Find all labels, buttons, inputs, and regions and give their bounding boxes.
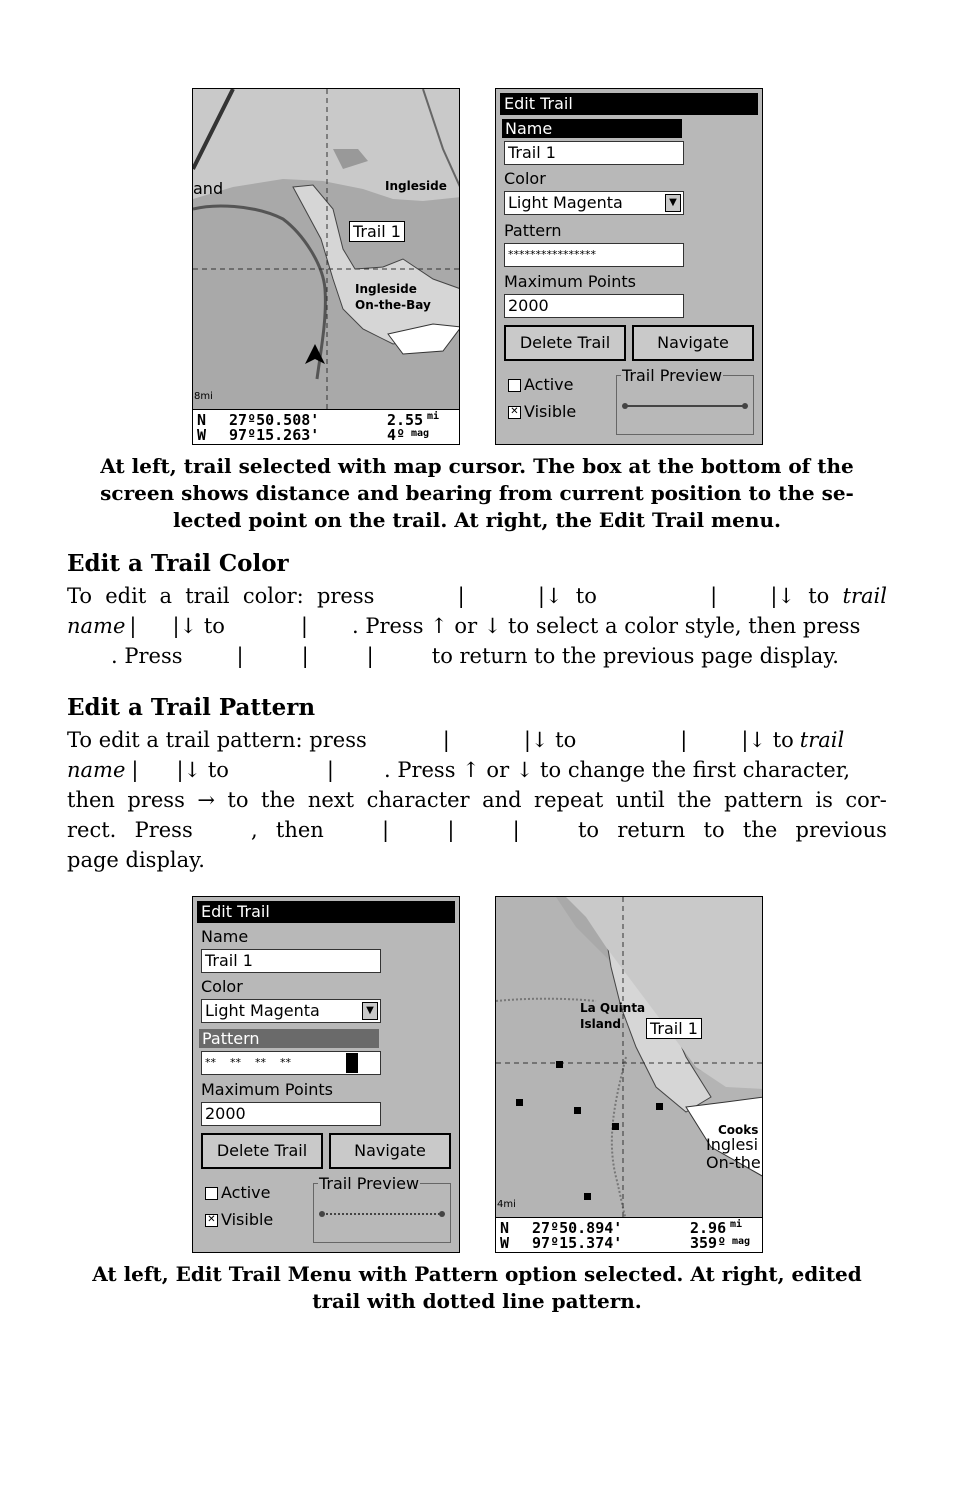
max-points-label: Maximum Points [504,272,636,291]
word: until [615,788,665,812]
map-label-la-quinta-1: La Quinta [580,1001,646,1015]
word: cor- [845,788,887,812]
visible-checkbox[interactable] [205,1210,273,1229]
caption-line: screen shows distance and bearing from current position to the se- [100,481,854,505]
status-dist: 2.96 [690,1219,727,1237]
text-line [67,611,887,641]
word: the [742,818,778,842]
name-label: Name [502,119,682,138]
text-line [67,815,887,845]
word: edit [105,584,147,608]
menu-title: Edit Trail [197,901,455,923]
word: name [67,758,126,782]
status-n: N [500,1219,510,1237]
word: to [808,584,830,608]
word: to [703,818,725,842]
word: | [131,758,139,782]
delete-trail-button[interactable]: Delete Trail [504,325,626,361]
word: trail [185,584,230,608]
active-label: Active [221,1183,271,1202]
text-line [67,725,887,755]
status-dist-unit: mi [730,1219,743,1230]
word: | [382,818,390,842]
map-status-bar [496,1217,762,1252]
navigate-button[interactable]: Navigate [329,1133,451,1169]
map-scale: 4mi [497,1199,516,1210]
status-lon: 97º15.374' [532,1234,623,1252]
word: character [366,788,470,812]
word: | [447,818,455,842]
word: | [129,614,137,638]
max-points-field[interactable]: 2000 [504,294,684,318]
menu-title: Edit Trail [500,93,758,115]
color-label: Color [201,977,243,996]
color-value: Light Magenta [508,193,623,212]
word: pattern [724,788,803,812]
trail-preview-box [313,1174,451,1243]
word: to [577,818,600,842]
word: | [366,644,374,668]
map-label-cooks: Cooks [718,1123,759,1137]
delete-trail-button[interactable]: Delete Trail [201,1133,323,1169]
map-screenshot-2 [495,896,763,1253]
active-checkbox-box[interactable] [508,379,521,392]
trail-preview-label: Trail Preview [319,1174,420,1193]
word: a [159,584,172,608]
word: , [250,818,258,842]
section-heading-pattern: Edit a Trail Pattern [67,694,316,721]
word: |↓ to [172,614,225,638]
word: to [575,584,597,608]
chevron-down-icon[interactable]: ▼ [665,194,681,212]
word: next [307,788,355,812]
color-value: Light Magenta [205,1001,320,1020]
word: . Press [111,644,183,668]
text-line [67,581,887,611]
trail-popup: Trail 1 [349,221,405,242]
word: the [260,788,296,812]
visible-checkbox-box[interactable]: ✕ [205,1214,218,1227]
word: |↓ [537,584,563,608]
name-field[interactable]: Trail 1 [201,949,381,973]
pattern-value: ** ** ** ** [205,1056,291,1069]
visible-label: Visible [524,402,577,421]
map-label-ingleside-bay-2: On-the-Bay [355,298,431,312]
max-points-field[interactable]: 2000 [201,1102,381,1126]
pattern-label: Pattern [504,221,562,240]
map-label-inglesi: Inglesi [706,1135,759,1154]
word: trail [842,584,887,608]
word: |↓ to [176,758,229,782]
word: then [275,818,324,842]
status-lat: 27º50.894' [532,1219,623,1237]
caption-line: trail with dotted line pattern. [312,1289,642,1313]
map-scale: 8mi [194,391,213,402]
visible-checkbox[interactable] [508,402,576,421]
active-checkbox-box[interactable] [205,1187,218,1200]
word: page display. [67,848,205,872]
status-bearing: 4º [387,426,406,444]
active-checkbox[interactable] [205,1183,271,1202]
word: trail [799,728,845,752]
pattern-field[interactable] [201,1051,381,1075]
caption-line: At left, trail selected with map cursor. The box at the bottom of the [100,454,854,478]
word: to [227,788,249,812]
trail-preview-box [616,366,754,435]
word: |↓ to [741,728,794,752]
map-label-la-quinta-2: Island [580,1017,621,1031]
trail-preview-line [314,1184,452,1244]
word: press [316,584,375,608]
word: the [677,788,712,812]
pattern-label: Pattern [199,1029,379,1048]
color-select[interactable] [201,999,381,1023]
word: | [301,644,309,668]
status-n: N [197,411,207,429]
word: | [710,584,718,608]
visible-label: Visible [221,1210,274,1229]
status-w: W [197,426,207,444]
word: | [442,728,450,752]
section-body-color [67,581,887,671]
trail-popup: Trail 1 [646,1018,702,1039]
word: | [300,614,308,638]
word: → [197,788,215,812]
status-dist-unit: mi [427,411,440,422]
edit-trail-menu-2 [192,896,460,1253]
map-screenshot-1 [192,88,460,445]
word: |↓ to [523,728,577,752]
caption-line: At left, Edit Trail Menu with Pattern option selected. At right, edited [92,1262,862,1286]
map-label-ingleside: Ingleside [385,179,447,193]
word: |↓ [770,584,796,608]
word: name [67,614,126,638]
status-w: W [500,1234,510,1252]
name-field[interactable]: Trail 1 [504,141,684,165]
figure-caption-2 [60,1261,894,1315]
section-body-pattern [67,725,887,875]
word: previous [795,818,887,842]
pattern-field[interactable]: **************** [504,243,684,267]
caption-line: lected point on the trail. At right, the Edit Trail menu. [173,508,781,532]
text-line [67,755,887,785]
chevron-down-icon[interactable]: ▼ [362,1002,378,1020]
status-bearing-unit: mag [411,428,430,439]
word: | [680,728,688,752]
status-bearing-unit: mag [732,1236,751,1247]
word: press [127,788,185,812]
name-label: Name [201,927,249,946]
figure-caption-1 [60,453,894,534]
word: and [482,788,522,812]
text-line [67,785,887,815]
word: | [236,644,244,668]
color-label: Color [504,169,546,188]
trail-preview-line [617,376,755,436]
status-bearing: 359º [690,1234,727,1252]
visible-checkbox-box[interactable]: ✕ [508,406,521,419]
word: | [326,758,334,782]
active-label: Active [524,375,574,394]
word: then [67,788,115,812]
status-lon: 97º15.263' [229,426,320,444]
word: return [617,818,686,842]
word: color: [242,584,304,608]
word: is [815,788,833,812]
word: . Press ↑ or ↓ to change the first character, [383,758,851,782]
word: rect. [67,818,117,842]
word: To [67,584,93,608]
map-label-onthe: On-the [706,1153,761,1172]
word: to return to the previous page display. [431,644,839,668]
word: repeat [534,788,604,812]
map-label-and: and [193,179,224,198]
max-points-label: Maximum Points [201,1080,333,1099]
map-graphic [193,89,460,411]
word: To edit a trail pattern: press [67,728,367,752]
text-line [67,845,887,875]
color-select[interactable] [504,191,684,215]
section-heading-color: Edit a Trail Color [67,550,289,577]
word: Press [134,818,193,842]
edit-trail-menu-1 [495,88,763,445]
trail-preview-label: Trail Preview [622,366,723,385]
map-status-bar [193,409,459,444]
navigate-button[interactable]: Navigate [632,325,754,361]
active-checkbox[interactable] [508,375,574,394]
word: . Press ↑ or ↓ to select a color style, then press [351,614,861,638]
word: | [457,584,465,608]
text-line [67,641,887,671]
map-label-ingleside-bay-1: Ingleside [355,282,417,296]
word: | [512,818,520,842]
status-lat: 27º50.508' [229,411,320,429]
cursor-block [346,1053,358,1073]
status-dist: 2.55 [387,411,424,429]
